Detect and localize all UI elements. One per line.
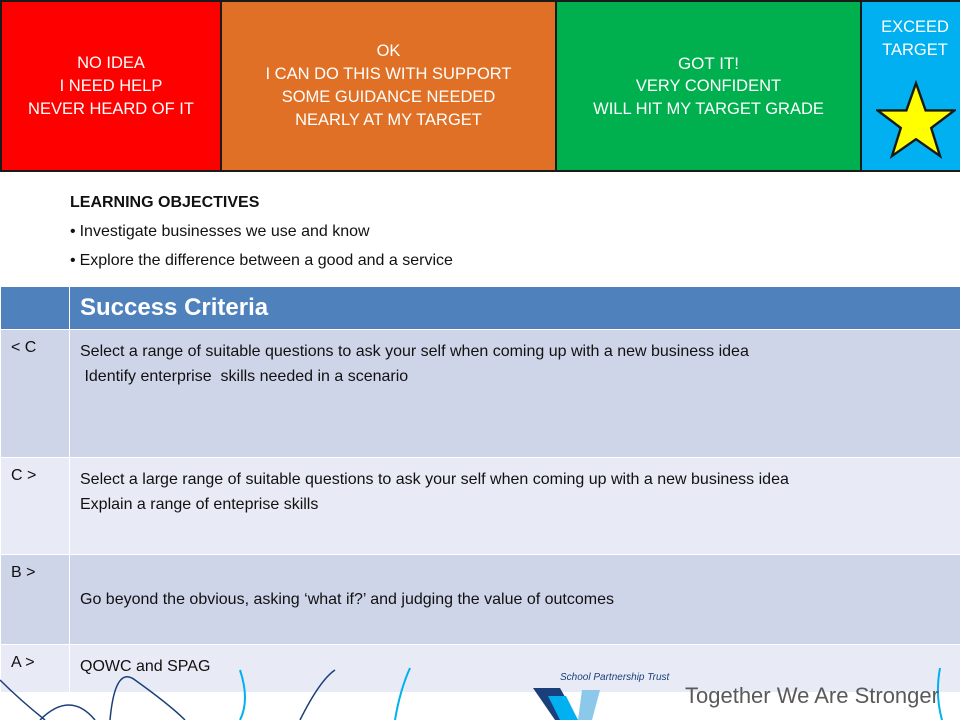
criteria-line: Go beyond the obvious, asking ‘what if?’ and judging the value of outcomes — [80, 591, 614, 608]
success-criteria-table — [0, 286, 960, 693]
level-cell: C > — [1, 458, 70, 555]
criteria-line: Identify enterprise skills needed in a scenario — [80, 368, 409, 385]
header-title-cell — [70, 287, 960, 330]
box-line: GOT IT! — [677, 53, 740, 73]
level-cell: B > — [1, 555, 70, 645]
criteria-line: QOWC and SPAG — [80, 658, 211, 675]
confidence-box-got-it — [555, 0, 862, 172]
objective-item: • Investigate businesses we use and know — [70, 217, 453, 246]
table-row — [1, 458, 960, 555]
header-blank-cell — [1, 287, 70, 330]
table-row — [1, 555, 960, 645]
success-criteria-title: Success Criteria — [80, 294, 269, 321]
box-line: I NEED HELP — [59, 76, 163, 95]
box-line: NO IDEA — [77, 53, 145, 72]
spacer — [80, 564, 960, 587]
school-partnership-trust-logo-text: School Partnership Trust — [560, 672, 670, 683]
box-line: NEARLY AT MY TARGET — [295, 111, 482, 129]
box-line: OK — [376, 42, 401, 60]
box-line: I CAN DO THIS WITH SUPPORT — [265, 65, 512, 83]
level-cell: < C — [1, 330, 70, 458]
star-icon — [876, 80, 956, 160]
objectives-heading: LEARNING OBJECTIVES — [70, 194, 260, 211]
box-line: NEVER HEARD OF IT — [28, 99, 194, 118]
box-line: TARGET — [882, 41, 948, 59]
criteria-line: Select a range of suitable questions to ask your self when coming up with a new business idea — [80, 343, 749, 360]
objective-item: • Explore the difference between a good and a service — [70, 246, 453, 275]
table-header-row — [1, 287, 960, 330]
level-cell: A > — [1, 645, 70, 693]
criteria-cell — [70, 330, 960, 458]
criteria-cell — [70, 458, 960, 555]
box-line: WILL HIT MY TARGET GRADE — [593, 99, 824, 118]
criteria-cell — [70, 555, 960, 645]
table-row — [1, 330, 960, 458]
box-line: EXCEED — [881, 18, 949, 36]
footer-tagline: Together We Are Stronger — [685, 683, 939, 708]
learning-objectives — [70, 188, 453, 275]
criteria-line: Explain a range of enteprise skills — [80, 496, 319, 513]
confidence-box-ok — [220, 0, 557, 172]
confidence-box-no-idea — [0, 0, 222, 172]
criteria-line: Select a large range of suitable questions to ask your self when coming up with a new business idea — [80, 471, 789, 488]
box-line: SOME GUIDANCE NEEDED — [281, 88, 496, 106]
box-line: VERY CONFIDENT — [635, 76, 782, 95]
